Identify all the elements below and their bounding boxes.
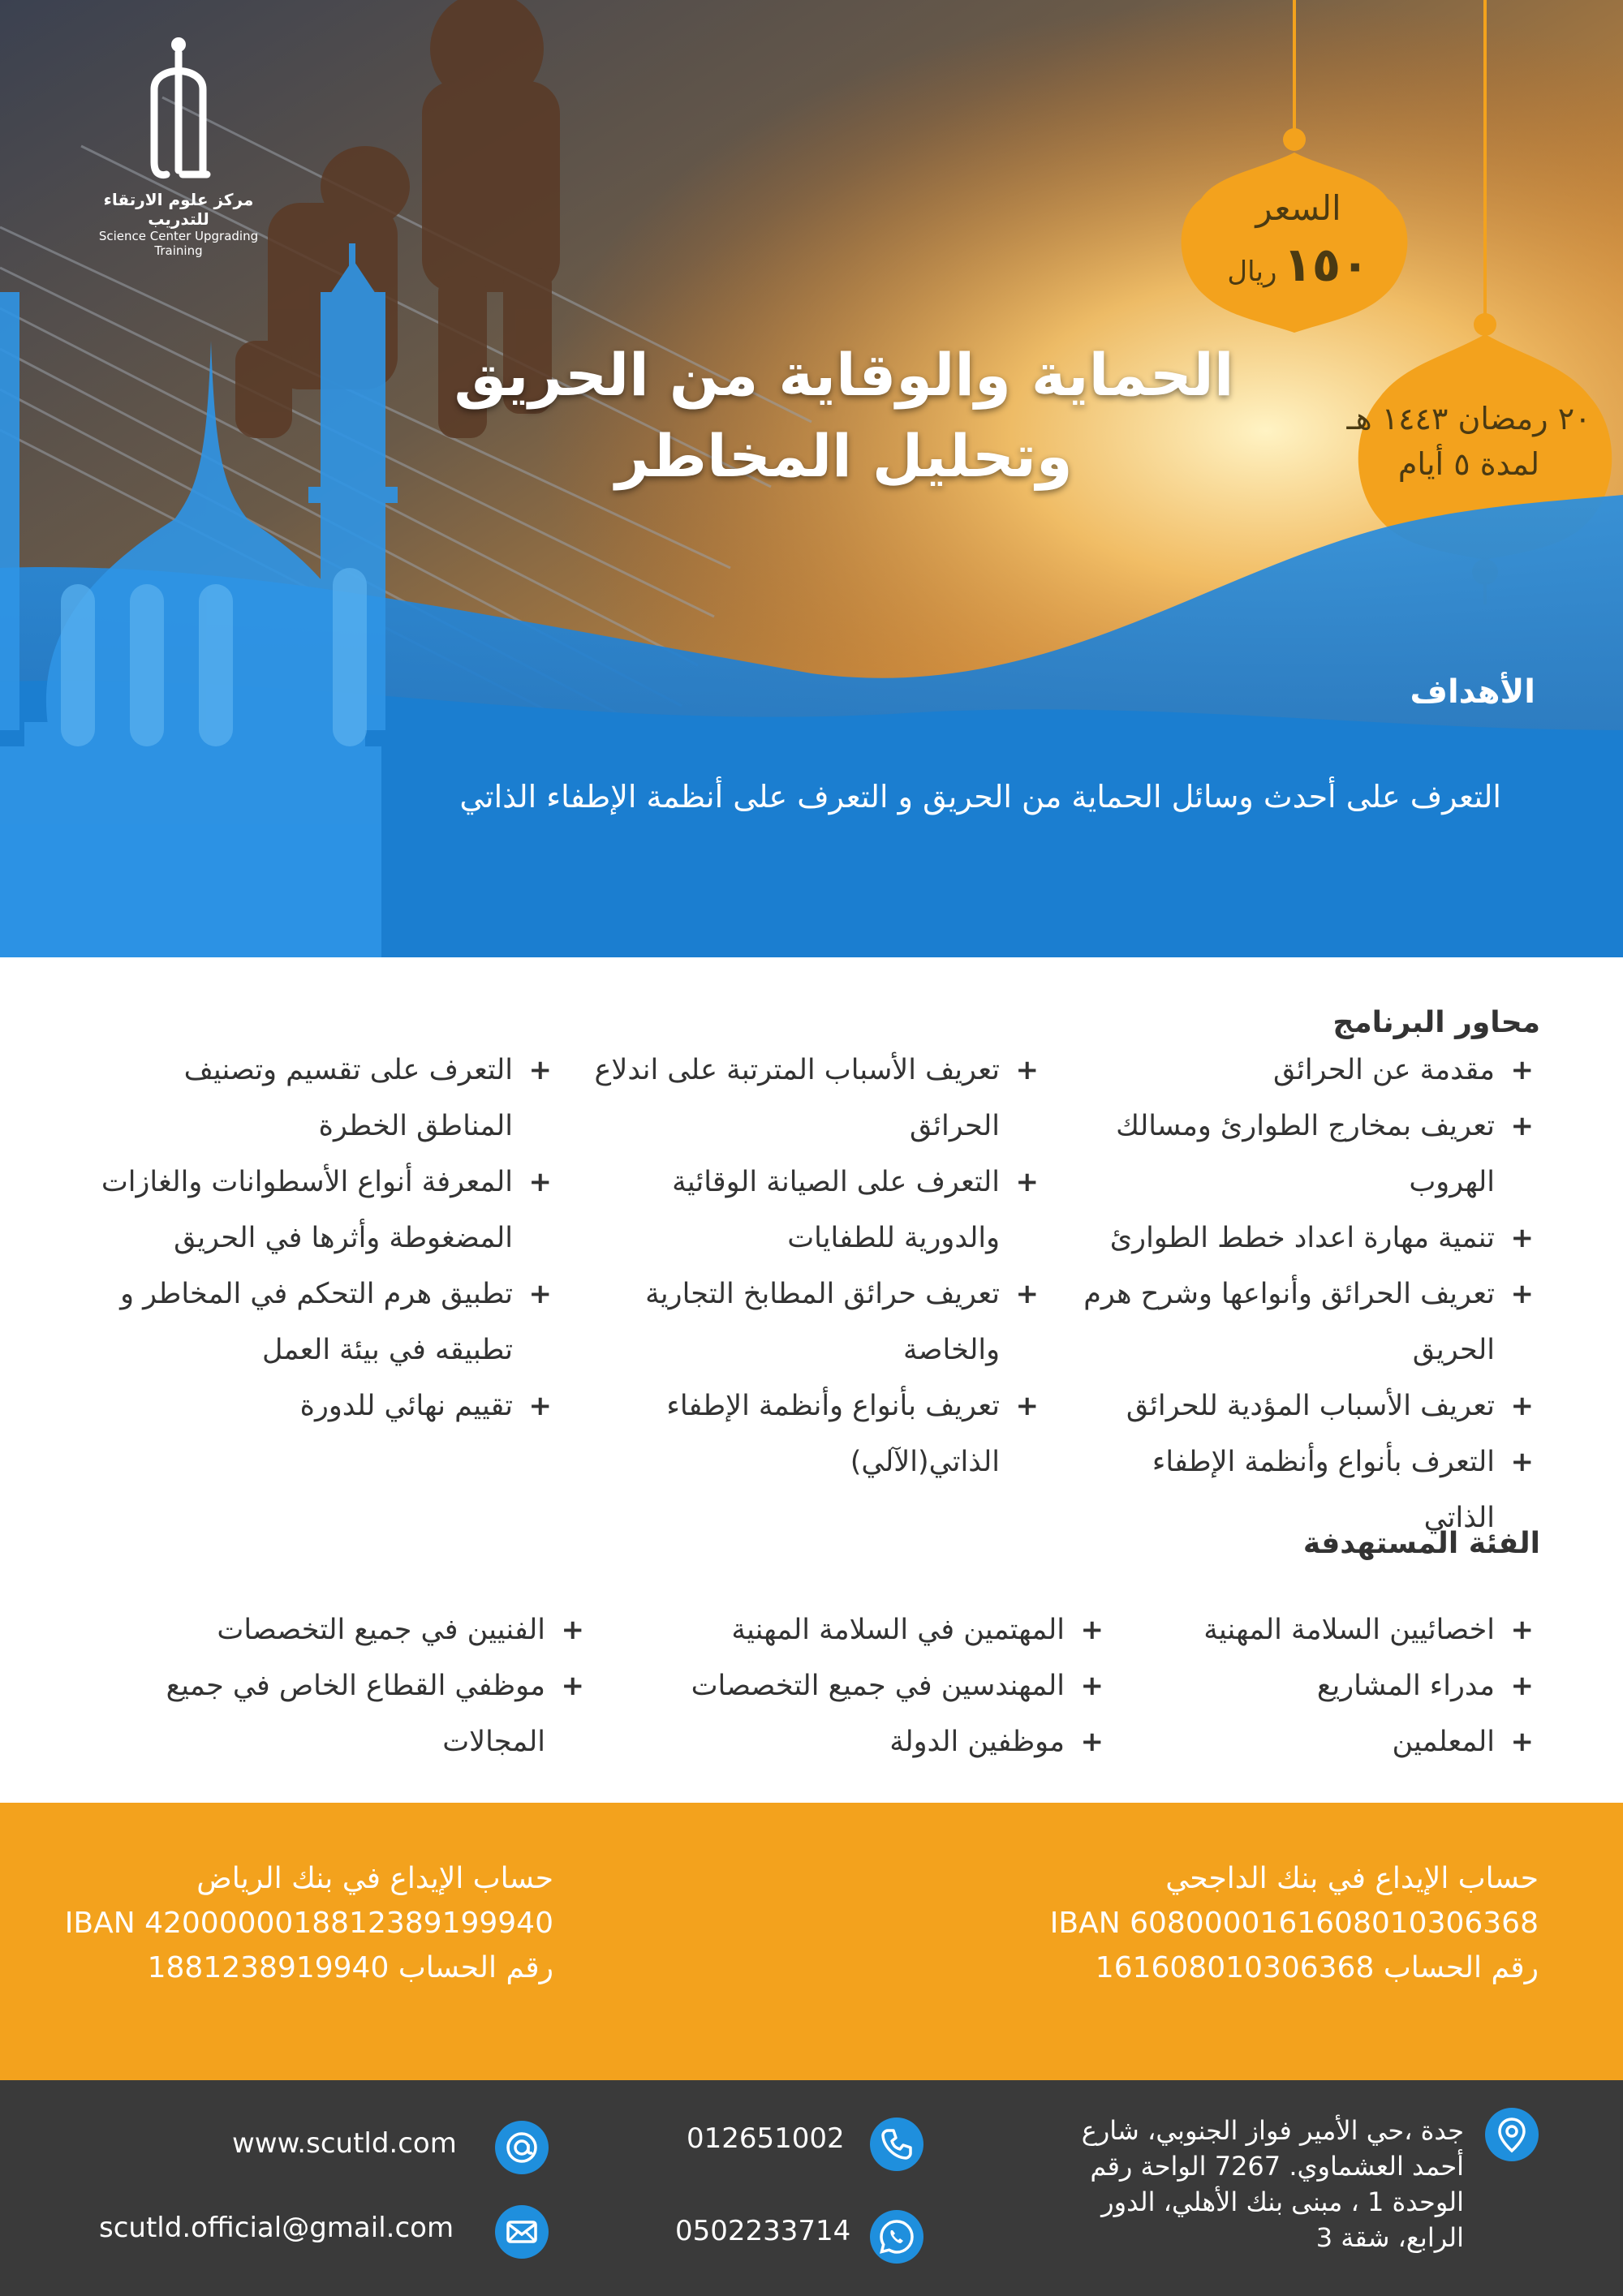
list-item: + تعريف حرائق المطابخ التجارية والخاصة bbox=[645, 1278, 1039, 1366]
course-duration: لمدة ٥ أيام bbox=[1397, 446, 1540, 482]
bank-title: حساب الإيداع في بنك الرياض bbox=[196, 1862, 553, 1895]
list-item: + المعرفة أنواع الأسطوانات والغازات المضغوطة وأثرها في الحريق bbox=[101, 1166, 552, 1254]
audience-col-1 bbox=[1079, 1602, 1534, 1770]
list-item: + تطبيق هرم التحكم في المخاطر و تطبيقه في بيئة العمل bbox=[120, 1278, 552, 1366]
audience-col-2 bbox=[617, 1602, 1104, 1770]
list-item: + مدراء المشاريع bbox=[1316, 1670, 1534, 1702]
program-col-1 bbox=[1079, 1043, 1534, 1546]
goals-text: التعرف على أحدث وسائل الحماية من الحريق و التعرف على أنظمة الإطفاء الذاتي bbox=[459, 779, 1501, 815]
list-item: + مقدمة عن الحرائق bbox=[1272, 1054, 1534, 1086]
list-item: + التعرف بأنواع وأنظمة الإطفاء الذاتي bbox=[1152, 1446, 1534, 1534]
program-col-3 bbox=[97, 1043, 552, 1434]
whatsapp-icon[interactable] bbox=[870, 2210, 923, 2264]
list-item: + تعريف بأنواع وأنظمة الإطفاء الذاتي(الآلي) bbox=[666, 1390, 1039, 1478]
list-item: + تعريف الحرائق وأنواعها وشرح هرم الحريق bbox=[1083, 1278, 1534, 1366]
location-pin-icon bbox=[1485, 2108, 1539, 2161]
price-label: السعر bbox=[1255, 188, 1341, 228]
whatsapp-number[interactable]: 0502233714 bbox=[675, 2215, 851, 2247]
course-date: ٢٠ رمضان ١٤٤٣ هـ bbox=[1346, 401, 1591, 436]
list-item: + موظفين الدولة bbox=[889, 1726, 1104, 1758]
program-heading: محاور البرنامج bbox=[1332, 1006, 1540, 1039]
list-item: + المعلمين bbox=[1392, 1726, 1534, 1758]
audience-col-3 bbox=[130, 1602, 584, 1770]
list-item: + تعريف الأسباب المترتبة على اندلاع الحرائق bbox=[594, 1054, 1039, 1142]
email-icon[interactable] bbox=[495, 2205, 549, 2259]
bank-iban: IBAN 6080000161608010306368 bbox=[1049, 1907, 1539, 1940]
price-amount: ١٥٠ bbox=[1283, 237, 1370, 292]
price-currency: ريال bbox=[1227, 256, 1277, 288]
list-item: + المهندسين في جميع التخصصات bbox=[691, 1670, 1104, 1702]
bank-iban: IBAN 4200000018812389199940 bbox=[64, 1907, 553, 1940]
list-item: + التعرف على الصيانة الوقائية والدورية للطفايات bbox=[672, 1166, 1039, 1254]
list-item: + الفنيين في جميع التخصصات bbox=[217, 1614, 584, 1646]
list-item: + المهتمين في السلامة المهنية bbox=[731, 1614, 1104, 1646]
phone-icon[interactable] bbox=[870, 2118, 923, 2171]
course-title-line2: وتحليل المخاطر bbox=[615, 422, 1073, 490]
bank-title: حساب الإيداع في بنك الداجحي bbox=[1165, 1862, 1539, 1895]
logo-name-ar: مركز علوم الارتقاء للتدريب bbox=[103, 190, 254, 229]
list-item: + تعريف بمخارج الطوارئ ومسالك الهروب bbox=[1116, 1110, 1534, 1198]
phone-number[interactable]: 012651002 bbox=[687, 2122, 845, 2155]
hero-banner bbox=[0, 0, 1623, 957]
audience-heading: الفئة المستهدفة bbox=[1302, 1527, 1540, 1560]
list-item: + التعرف على تقسيم وتصنيف المناطق الخطرة bbox=[183, 1054, 552, 1142]
bank-account-left bbox=[65, 1856, 553, 1990]
price-value bbox=[1177, 237, 1420, 292]
list-item: + موظفي القطاع الخاص في جميع المجالات bbox=[166, 1670, 584, 1758]
course-title-line1: الحماية والوقاية من الحريق bbox=[454, 341, 1234, 409]
list-item: + تنمية مهارة اعداد خطط الطوارئ bbox=[1109, 1222, 1534, 1254]
bank-accounts bbox=[0, 1803, 1623, 2080]
list-item: + اخصائيين السلامة المهنية bbox=[1203, 1614, 1534, 1646]
list-item: + تعريف الأسباب المؤدية للحرائق bbox=[1126, 1390, 1534, 1422]
bank-account-number: رقم الحساب 161608010306368 bbox=[1095, 1951, 1539, 1984]
bank-account-right bbox=[1050, 1856, 1539, 1990]
logo bbox=[81, 185, 276, 258]
footer bbox=[0, 2080, 1623, 2296]
bank-account-number: رقم الحساب 1881238919940 bbox=[147, 1951, 553, 1984]
address: جدة ،حي الأمير فواز الجنوبي، شارع أحمد العشماوي. 7267 الواحة رقم الوحدة 1 ، مبنى بنك الأهلي، الدور الرابع، شقة 3 bbox=[1081, 2115, 1464, 2253]
program-col-2 bbox=[584, 1043, 1039, 1490]
list-item: + تقييم نهائي للدورة bbox=[299, 1390, 552, 1422]
logo-name-en: Science Center Upgrading Training bbox=[98, 229, 259, 258]
web-icon[interactable] bbox=[495, 2121, 549, 2174]
email-link[interactable]: scutld.official@gmail.com bbox=[99, 2212, 454, 2244]
goals-heading: الأهداف bbox=[1410, 673, 1535, 711]
website-link[interactable]: www.scutld.com bbox=[232, 2127, 457, 2160]
